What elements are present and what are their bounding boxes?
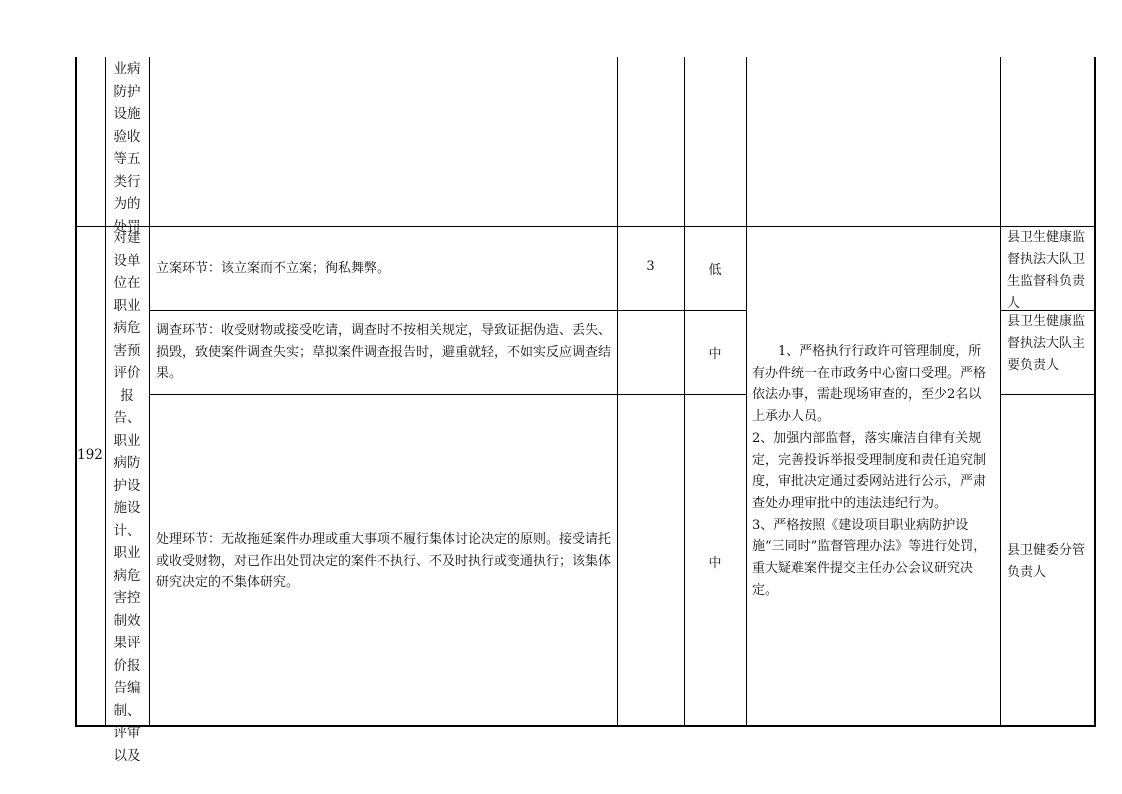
risk-description-1: 立案环节：该立案而不立案；徇私舞弊。 [156,261,391,276]
risk-level-1: 低 [708,263,722,278]
prevention-measures: 1、严格执行行政许可管理制度，所有办件统一在市政务中心窗口受理。严格依法办事，需赴现场审查的，至少2名以上承办人员。 2、加强内部监督，落实廉洁自律有关规定，完善投诉举报受理制度和责任追究制度，审批决定通过委网站进行公示，严肃查处办理审批中的违法违纪行为。 3、严格按照《建设项目职业病防护设施“三同时”监督管理办法》等进行处罚，重大疑难案件提交主任办公会议研究决定。 [752,344,987,598]
column-divider-1 [105,57,106,726]
responsible-person-2: 县卫生健康监督执法大队主要负责人 [1007,314,1086,373]
top-row-item-text: 业病防护设施验收等五类行为的处罚 [113,61,141,235]
risk-divider-2 [149,394,746,395]
risk-level-3: 中 [708,556,722,571]
row-divider-top-row-end [75,226,1096,227]
column-divider-3 [617,57,618,726]
column-divider-5 [746,57,747,726]
table-border-right [1094,57,1096,726]
column-divider-4 [684,57,685,726]
risk-description-2: 调查环节：收受财物或接受吃请，调查时不按相关规定，导致证据伪造、丢失、损毁，致使案件调查失实；草拟案件调查报告时，避重就轻，不如实反应调查结果。 [156,323,612,381]
responsible-person-1: 县卫生健康监督执法大队卫生监督科负责人 [1007,230,1086,311]
column-divider-6 [1000,57,1001,726]
table-border-left [75,57,77,726]
column-divider-2 [149,57,150,726]
responsible-person-3: 县卫健委分管负责人 [1007,543,1086,580]
responsible-divider-2 [1000,394,1096,395]
risk-divider-1 [149,310,746,311]
row-item-text: 对建设单位在职业病危害预评价报告、职业病防护设施设计、职业病危害控制效果评价报告编制、评审以及 [113,230,141,764]
risk-level-2: 中 [708,347,722,362]
table-border-bottom [75,725,1096,727]
row-index: 192 [77,447,103,463]
risk-score-1: 3 [646,259,655,274]
risk-description-3: 处理环节：无故拖延案件办理或重大事项不履行集体讨论决定的原则。接受请托或收受财物，对已作出处罚决定的案件不执行、不及时执行或变通执行；该集体研究决定的不集体研究。 [156,532,612,590]
